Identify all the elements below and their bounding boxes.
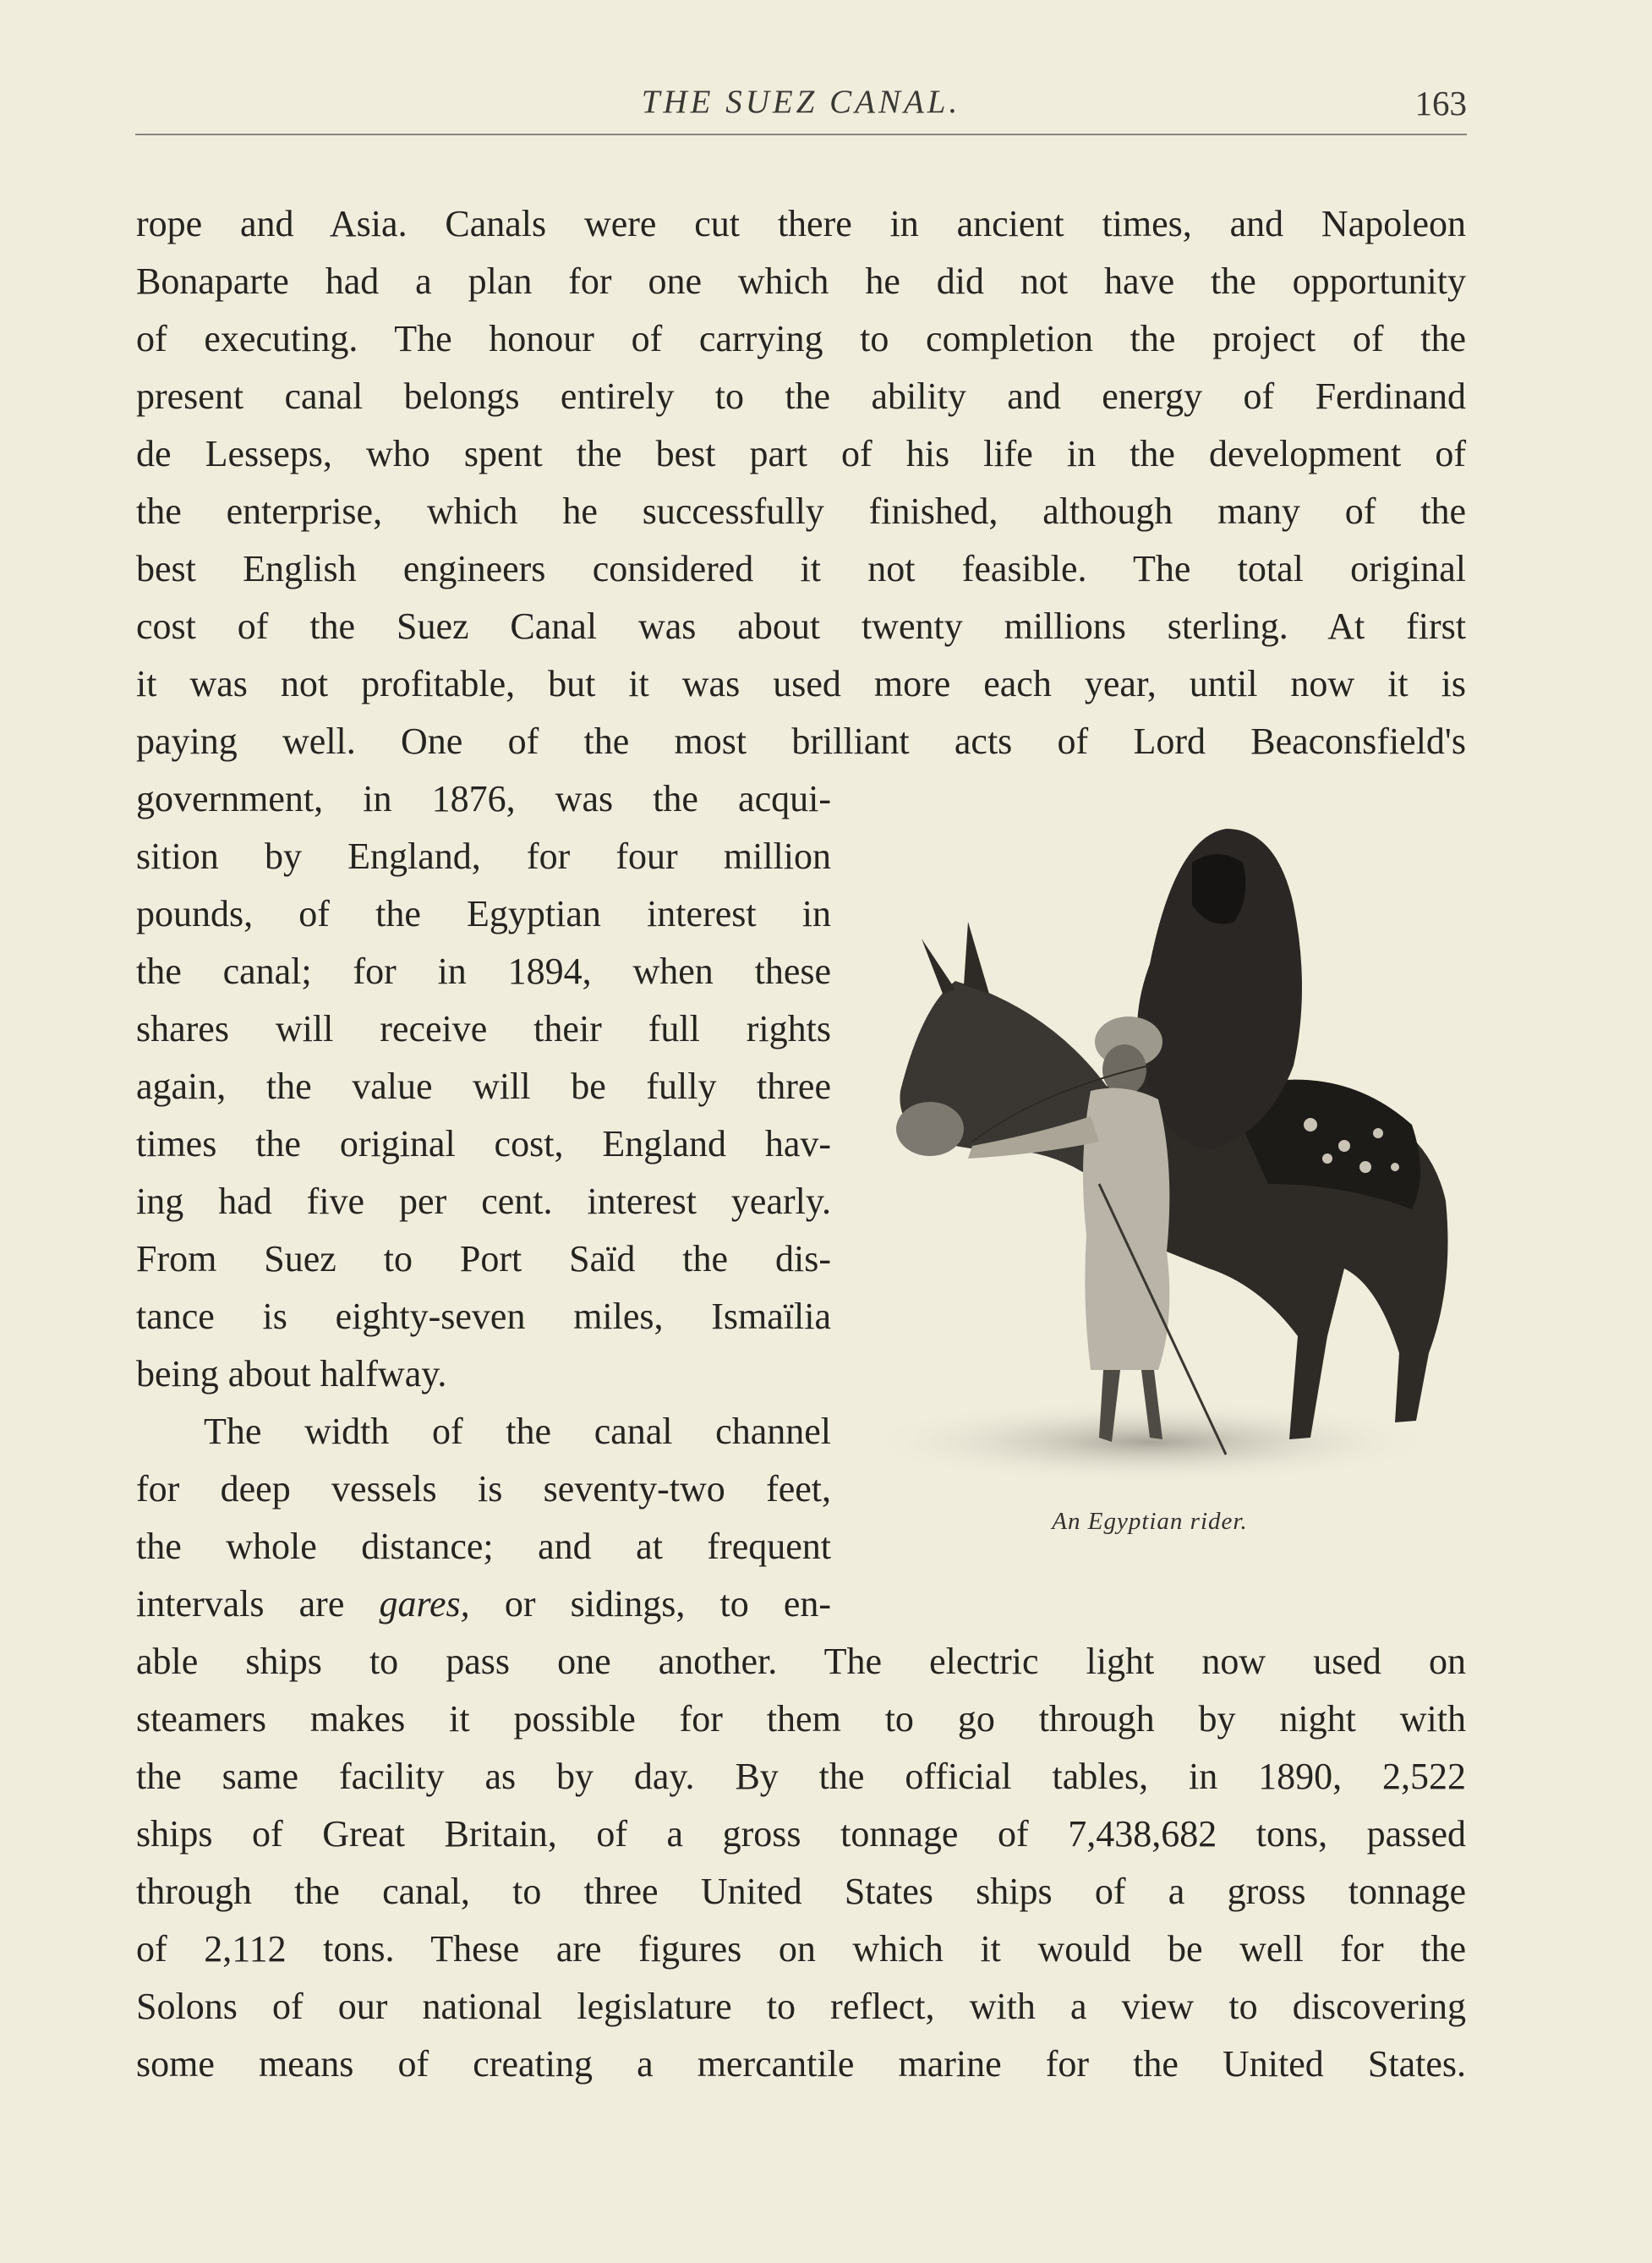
text-line: the enterprise, which he successfully finished, although many of the (136, 490, 1466, 532)
text-line: rope and Asia. Canals were cut there in ancient times, and Napoleon (136, 203, 1466, 244)
text-line: through the canal, to three United States ships of a gross tonnage (136, 1871, 1466, 1912)
text-line: able ships to pass one another. The electric light now used on (136, 1641, 1466, 1682)
italic-term: gares, (379, 1583, 470, 1625)
figure-egyptian-rider (871, 812, 1463, 1514)
running-title: THE SUEZ CANAL. (641, 84, 961, 120)
text-line: the same facility as by day. By the official tables, in 1890, 2,522 (136, 1756, 1466, 1797)
text-line: paying well. One of the most brilliant acts of Lord Beaconsfield's (136, 721, 1466, 762)
text-line: present canal belongs entirely to the ability and energy of Ferdinand (136, 375, 1466, 417)
text-line (136, 1403, 831, 1460)
text-line: de Lesseps, who spent the best part of his life in the development of (136, 433, 1466, 474)
text-span: The width of the canal channel (204, 1411, 831, 1452)
text-line: of 2,112 tons. These are figures on which it would be well for the (136, 1928, 1466, 1970)
text-line: Solons of our national legislature to reflect, with a view to discovering (136, 1986, 1466, 2027)
text-line: tance is eighty-seven miles, Ismaïlia (136, 1296, 831, 1337)
text-line: Bonaparte had a plan for one which he did not have the opportunity (136, 260, 1466, 302)
text-line: it was not profitable, but it was used more each year, until now it is (136, 663, 1466, 704)
text-line (136, 1575, 831, 1633)
text-line: the whole distance; and at frequent (136, 1526, 831, 1567)
text-line: being about halfway. (136, 1353, 447, 1395)
text-line: pounds, of the Egyptian interest in (136, 893, 831, 934)
text-span: intervals are (136, 1583, 345, 1625)
page-number: 163 (1414, 84, 1467, 123)
text-line: of executing. The honour of carrying to completion the project of the (136, 318, 1466, 359)
text-line: best English engineers considered it not feasible. The total original (136, 548, 1466, 589)
figure-caption: An Egyptian rider. (1052, 1508, 1248, 1535)
text-line: the canal; for in 1894, when these (136, 951, 831, 992)
text-line: times the original cost, England hav- (136, 1123, 831, 1164)
rider-illustration (871, 812, 1463, 1514)
text-line: From Suez to Port Saïd the dis- (136, 1238, 831, 1279)
text-line: some means of creating a mercantile marine for the United States. (136, 2043, 1466, 2085)
running-head (135, 83, 1467, 135)
text-line: steamers makes it possible for them to go through by night with (136, 1698, 1466, 1740)
text-line: ing had five per cent. interest yearly. (136, 1181, 831, 1222)
text-line: cost of the Suez Canal was about twenty millions sterling. At first (136, 605, 1466, 647)
text-span: or sidings, to en- (504, 1583, 832, 1625)
text-line: for deep vessels is seventy-two feet, (136, 1468, 831, 1510)
text-line: ships of Great Britain, of a gross tonnage of 7,438,682 tons, passed (136, 1813, 1466, 1855)
text-line: sition by England, for four million (136, 836, 831, 877)
text-line: shares will receive their full rights (136, 1008, 831, 1049)
text-line: government, in 1876, was the acqui- (136, 778, 831, 819)
text-line: again, the value will be fully three (136, 1066, 831, 1107)
